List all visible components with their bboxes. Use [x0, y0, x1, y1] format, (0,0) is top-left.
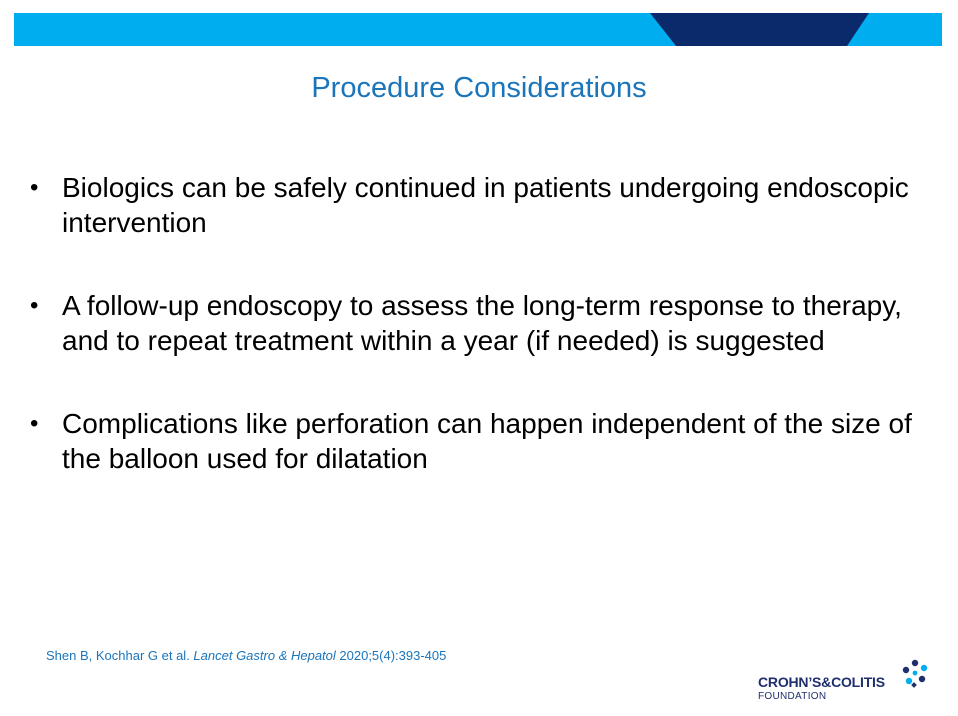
bullet-text: Biologics can be safely continued in patients undergoing endoscopic intervention: [62, 172, 909, 238]
star-dots-icon: [898, 656, 932, 690]
header-bar: [14, 13, 942, 46]
bullet-item: [28, 288, 928, 358]
header-accent-shape: [14, 13, 942, 46]
citation-details: 2020;5(4):393-405: [335, 648, 447, 663]
logo-subtitle: FOUNDATION: [758, 691, 827, 702]
logo-name: CROHN’S&COLITIS: [758, 674, 885, 690]
bullet-text: A follow-up endoscopy to assess the long-term response to therapy, and to repeat treatment within a year (if needed) is suggested: [62, 290, 902, 356]
citation-journal: Lancet Gastro & Hepatol: [193, 648, 336, 663]
foundation-logo: [758, 656, 933, 706]
citation: [46, 648, 446, 663]
bullet-list: [28, 170, 928, 524]
slide-title: Procedure Considerations: [311, 72, 647, 104]
citation-authors: Shen B, Kochhar G et al.: [46, 648, 194, 663]
bullet-dot: •: [30, 410, 39, 437]
bullet-dot: •: [30, 174, 39, 201]
bullet-item: [28, 170, 928, 240]
bullet-text: Complications like perforation can happen independent of the size of the balloon used for dilatation: [62, 408, 912, 474]
bullet-item: [28, 406, 928, 476]
bullet-dot: •: [30, 292, 39, 319]
